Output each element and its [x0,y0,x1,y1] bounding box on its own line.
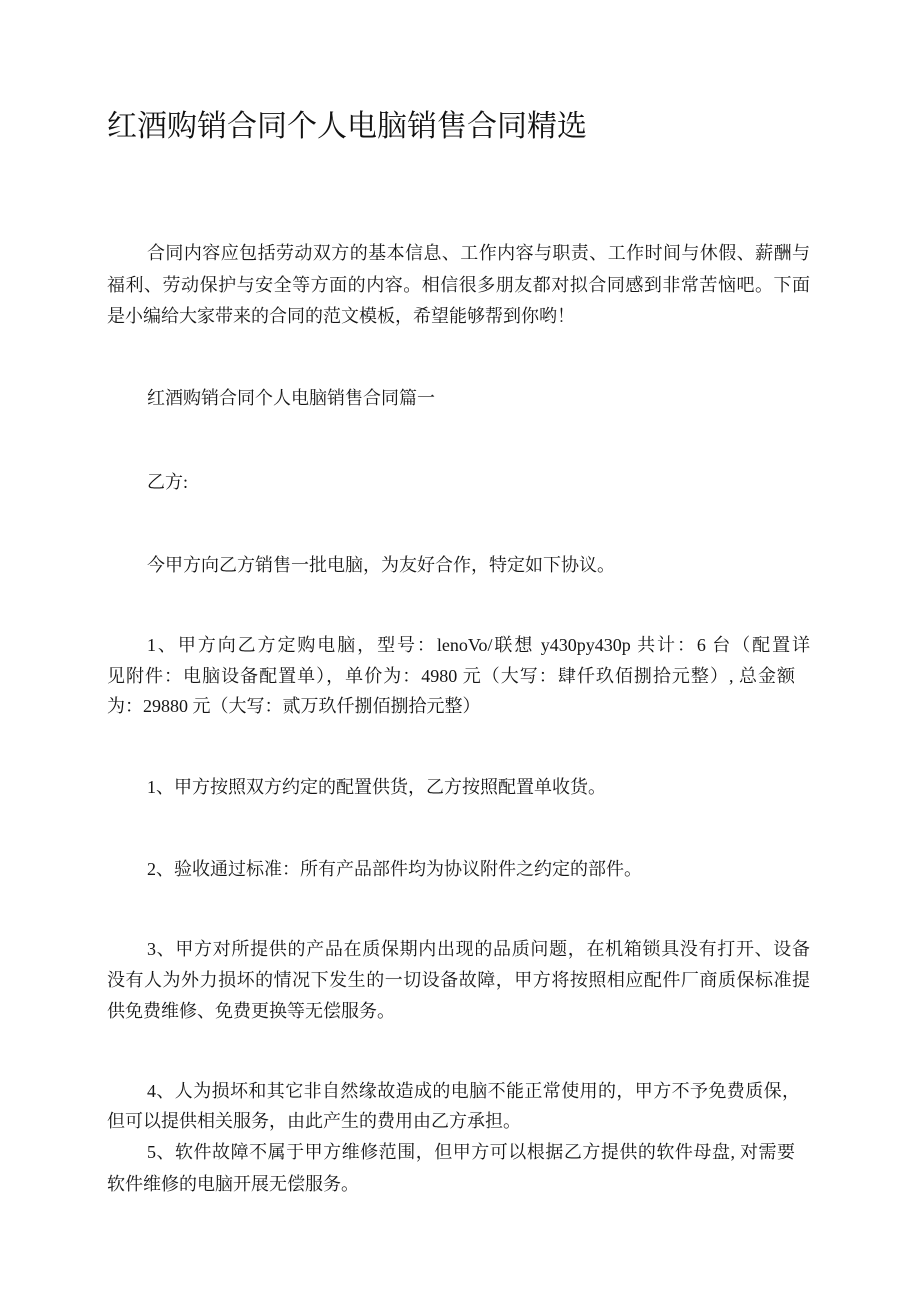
preamble-text: 今甲方向乙方销售一批电脑，为友好合作，特定如下协议。 [147,555,615,575]
party-b-label: 乙方: [147,472,189,492]
document-title: 红酒购销合同个人电脑销售合同精选 [107,110,587,143]
clause-3-line: 供免费维修、免费更换等无偿服务。 [107,1001,395,1021]
clause-5-line: 软件维修的电脑开展无偿服务。 [107,1174,359,1194]
clause-5-line: 5、软件故障不属于甲方维修范围，但甲方可以根据乙方提供的软件母盘, 对需要 [147,1142,795,1162]
clause-2-text: 2、验收通过标准：所有产品部件均为协议附件之约定的部件。 [147,859,642,879]
purchase-clause-line: 为：29880 元（大写：贰万玖仟捌佰捌拾元整） [107,696,481,716]
intro-line: 福利、劳动保护与安全等方面的内容。相信很多朋友都对拟合同感到非常苦恼吧。下面 [107,275,810,295]
intro-line: 合同内容应包括劳动双方的基本信息、工作内容与职责、工作时间与休假、薪酬与 [147,243,810,263]
section-heading: 红酒购销合同个人电脑销售合同篇一 [147,388,435,408]
clause-3-line: 没有人为外力损坏的情况下发生的一切设备故障，甲方将按照相应配件厂商质保标准提 [107,970,810,990]
clause-1-text: 1、甲方按照双方约定的配置供货，乙方按照配置单收货。 [147,777,606,797]
intro-line: 是小编给大家带来的合同的范文模板，希望能够帮到你哟！ [107,306,575,326]
purchase-clause-line: 见附件：电脑设备配置单），单价为：4980 元（大写：肆仟玖佰捌拾元整）, 总金额 [107,666,795,686]
purchase-clause-line: 1、甲方向乙方定购电脑，型号：lenoVo/联想 y430py430p 共计：6 台（配置详 [147,635,810,655]
clause-4-line: 但可以提供相关服务，由此产生的费用由乙方承担。 [107,1111,521,1131]
clause-4-line: 4、人为损坏和其它非自然缘故造成的电脑不能正常使用的，甲方不予免费质保， [147,1081,800,1101]
clause-3-line: 3、甲方对所提供的产品在质保期内出现的品质问题，在机箱锁具没有打开、设备 [147,939,810,959]
